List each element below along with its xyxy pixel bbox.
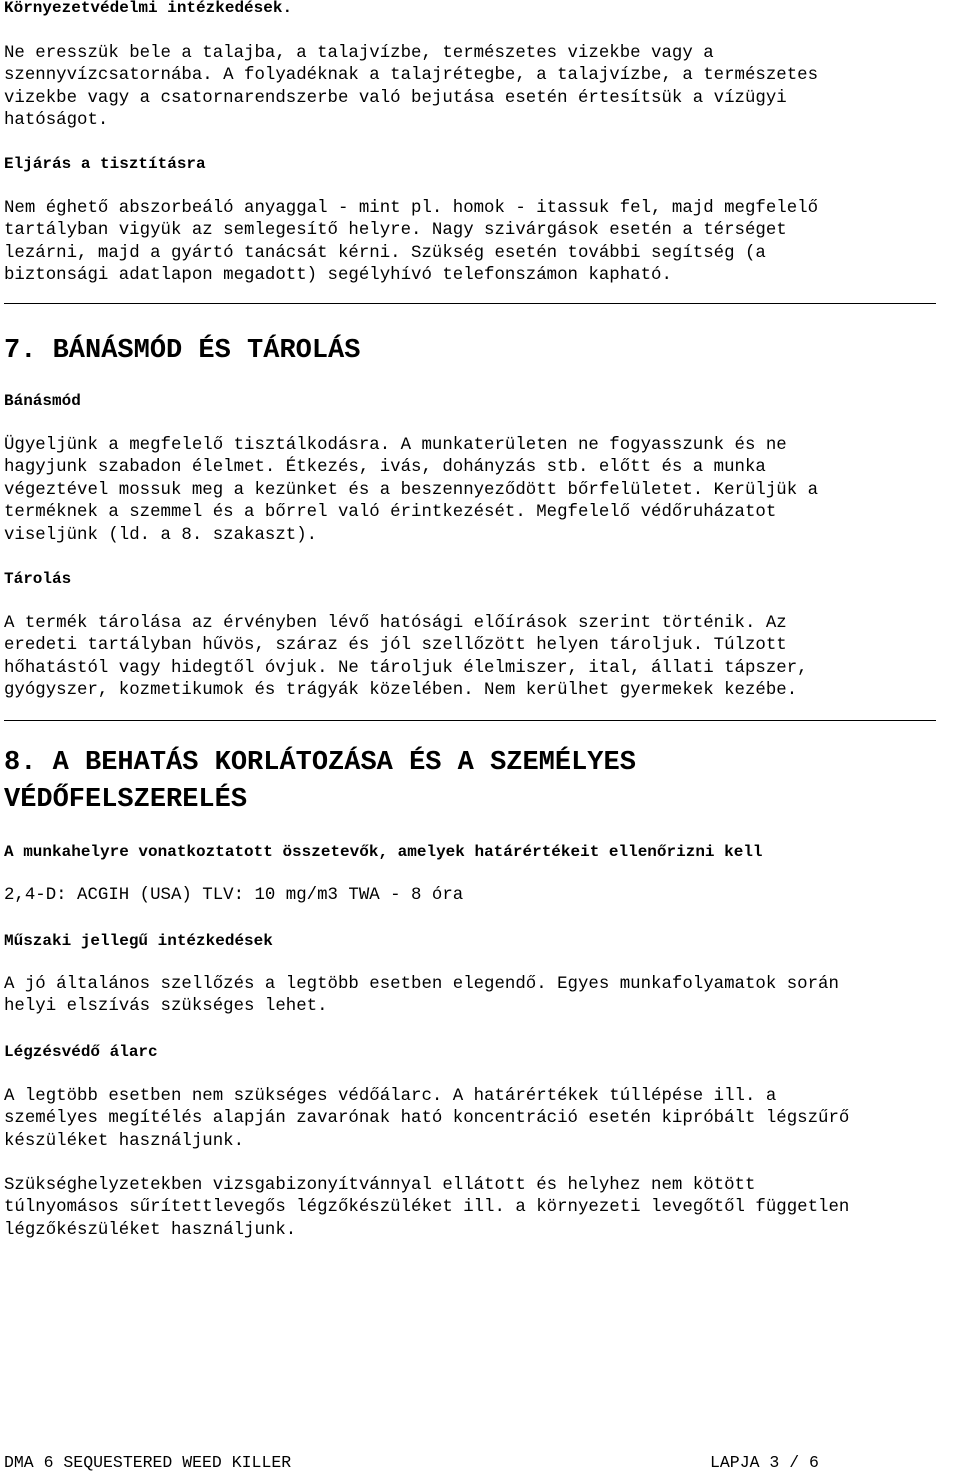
environmental-measures-heading: Környezetvédelmi intézkedések.: [4, 0, 293, 17]
exposure-limits-text: 2,4-D: ACGIH (USA) TLV: 10 mg/m3 TWA - 8 óra: [4, 886, 464, 905]
engineering-controls-heading: Műszaki jellegű intézkedések: [4, 932, 273, 950]
handling-text: Ügyeljünk a megfelelő tisztálkodásra. A munkaterületen ne fogyasszunk és ne hagyjunk szabadon élelmet. Étkezés, ivás, dohányzás stb. előtt és a munka végeztével mossuk meg a kezünket és a beszennyeződött bőrfelületet. Kerüljük a terméknek a szemmel és a bőrrel való érintkezését. Megfelelő védőruházatot viseljünk (ld. a 8. szakaszt).: [4, 436, 819, 545]
storage-heading: Tárolás: [4, 570, 72, 588]
engineering-controls-text: A jó általános szellőzés a legtöbb esetben elegendő. Egyes munkafolyamatok során helyi elszívás szükséges lehet.: [4, 975, 839, 1017]
respirator-text: A legtöbb esetben nem szükséges védőálarc. A határértékek túllépése ill. a személyes megítélés alapján zavarónak ható koncentráció esetén kipróbált légszűrő készüléket használjunk.: [4, 1087, 850, 1151]
cleanup-heading: Eljárás a tisztításra: [4, 155, 206, 173]
storage-text: A termék tárolása az érvényben lévő hatósági előírások szerint történik. Az eredeti tartályban hűvös, száraz és jól szellőzött helyen tároljuk. Túlzott hőhatástól vagy hidegtől óvjuk. Ne tároljuk élelmiszer, ital, állati tápszer, gyógyszer, kozmetikumok és trágyák közelében. Nem kerülhet gyermekek kezébe.: [4, 614, 808, 701]
footer-page-number: LAPJA 3 / 6: [710, 1453, 819, 1472]
cleanup-text: Nem éghető abszorbeáló anyaggal - mint pl. homok - itassuk fel, majd megfelelő tartályban vigyük az semlegesítő helyre. Nagy szivárgások esetén a térséget lezárni, majd a gyártó tanácsát kérni. Szükség esetén további segítség (a biztonsági adatlapon megadott) segélyhívó telefonszámon kapható.: [4, 199, 819, 286]
section-divider: [4, 303, 936, 304]
footer-product-name: DMA 6 SEQUESTERED WEED KILLER: [4, 1453, 292, 1472]
section-8-title: 8. A BEHATÁS KORLÁTOZÁSA ÉS A SZEMÉLYES VÉDŐFELSZERELÉS: [4, 748, 636, 815]
section-7-title: 7. BÁNÁSMÓD ÉS TÁROLÁS: [4, 336, 361, 366]
exposure-limits-heading: A munkahelyre vonatkoztatott összetevők, amelyek határértékeit ellenőrizni kell: [4, 843, 763, 861]
environmental-measures-text: Ne eresszük bele a talajba, a talajvízbe, természetes vizekbe vagy a szennyvízcsatornába. A folyadéknak a talajrétegbe, a talajvízbe, a természetes vizekbe vagy a csatornarendszerbe való bejutása esetén értesítsük a vízügyi hatóságot.: [4, 44, 819, 131]
section-divider: [4, 720, 936, 721]
handling-heading: Bánásmód: [4, 392, 81, 410]
emergency-respirator-text: Szükséghelyzetekben vizsgabizonyítvánnyal ellátott és helyhez nem kötött túlnyomásos sűrítettlevegős légzőkészüléket ill. a környezeti levegőtől független légzőkészüléket használjunk.: [4, 1176, 850, 1240]
respirator-heading: Légzésvédő álarc: [4, 1043, 158, 1061]
